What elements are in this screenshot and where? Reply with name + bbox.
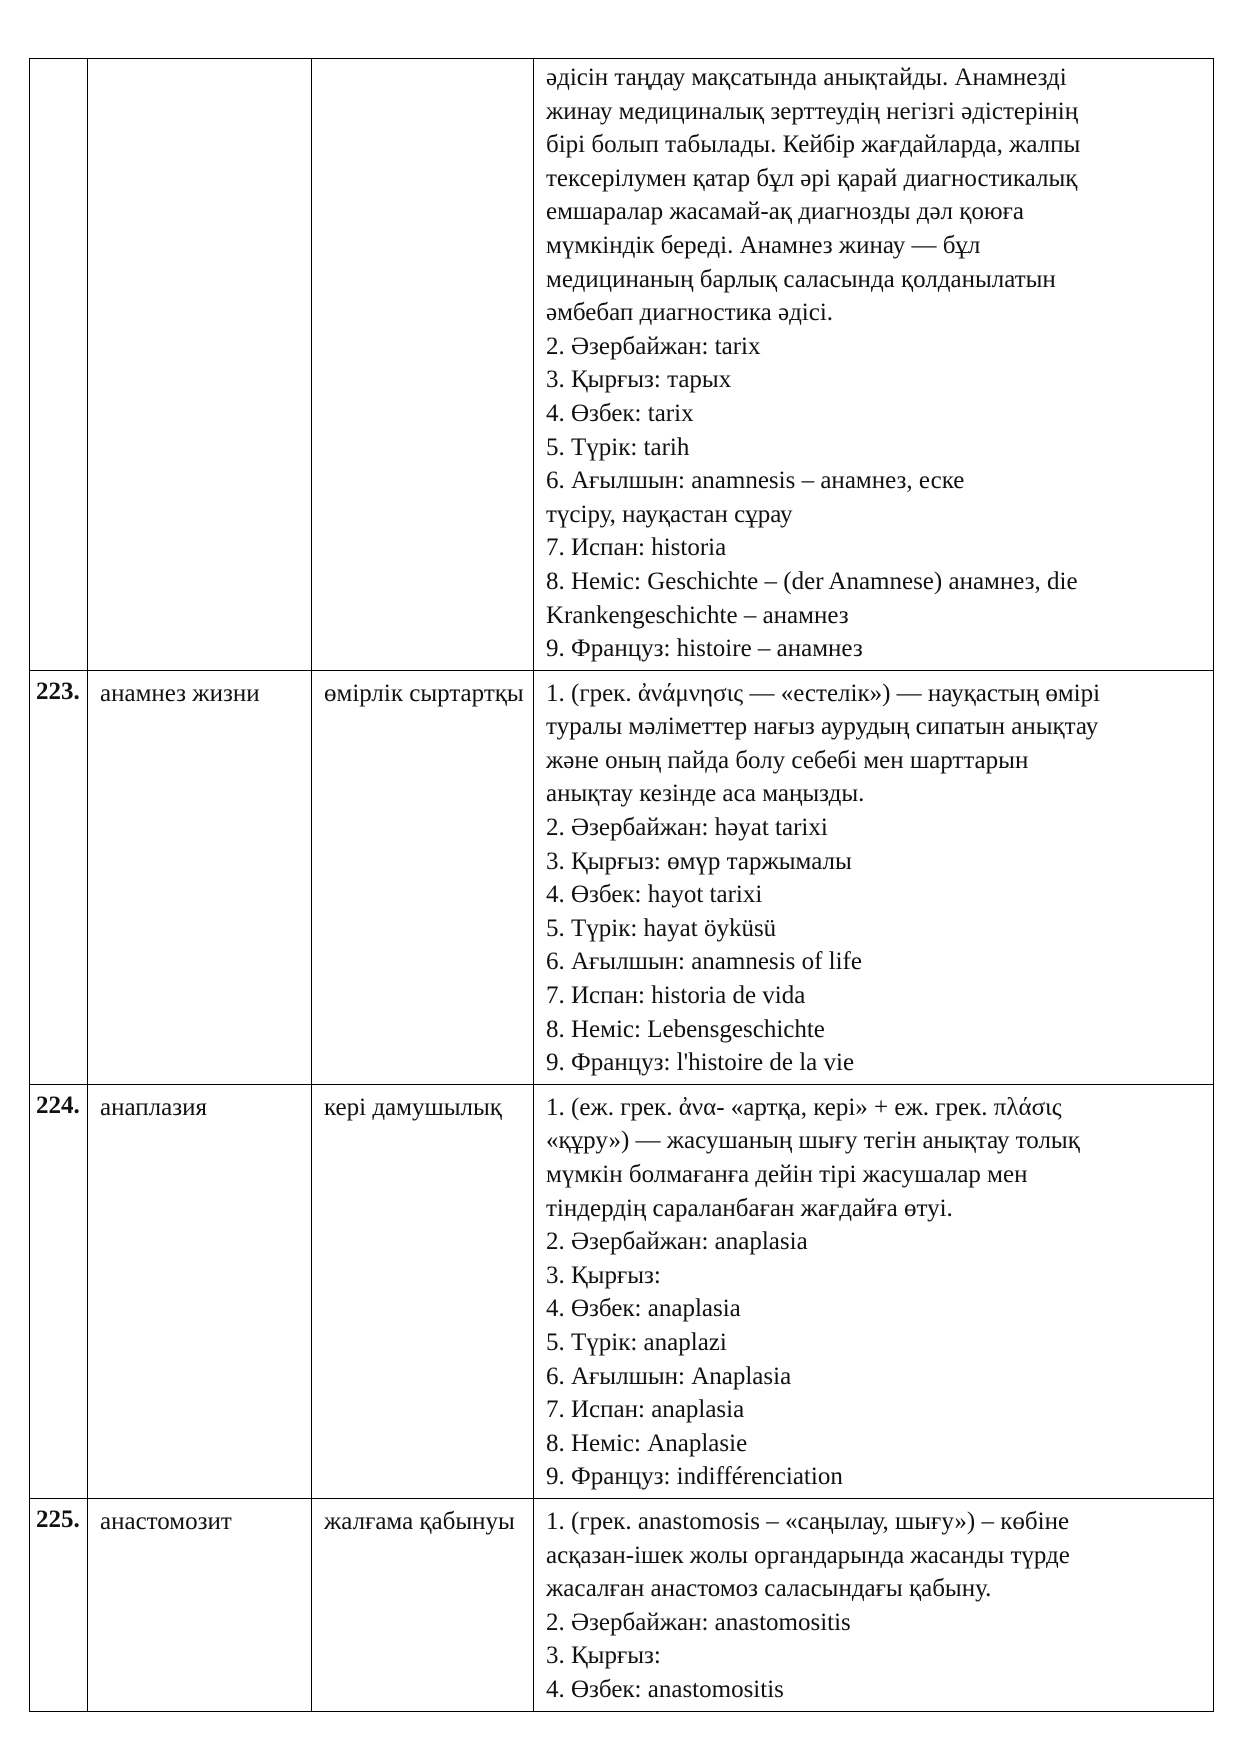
definition-line: мүмкіндік береді. Анамнез жинау — бұл xyxy=(546,231,981,259)
entry-number xyxy=(30,59,88,671)
definition-line: жинау медициналық зерттеудің негізгі әдістерінің xyxy=(546,97,1079,125)
definition-line: Krankengeschichte – анамнез xyxy=(546,601,849,629)
entry-translation: кері дамушылық xyxy=(312,1084,534,1498)
entry-number: 223. xyxy=(30,670,88,1084)
terminology-table xyxy=(29,58,1214,1712)
definition-line: тексерілумен қатар бұл әрі қарай диагностикалық xyxy=(546,164,1078,192)
definition-line: 7. Испан: historia de vida xyxy=(546,982,806,1010)
definition-line: әмбебап диагностика әдісі. xyxy=(546,299,834,327)
table-body xyxy=(30,59,1214,1712)
definition-line: «құру») — жасушаның шығу тегін анықтау толық xyxy=(546,1127,1080,1155)
definition-line: анықтау кезінде аса маңызды. xyxy=(546,780,865,808)
definition-line: 2. Әзербайжан: tarix xyxy=(546,332,761,360)
definition-line: 7. Испан: historia xyxy=(546,534,727,562)
definition-line: 9. Француз: l'histoire de la vie xyxy=(546,1049,855,1077)
entry-definition xyxy=(534,670,1214,1084)
definition-line: 7. Испан: anaplasia xyxy=(546,1396,745,1424)
entry-term: анастомозит xyxy=(88,1498,312,1711)
definition-line: 6. Ағылшын: Anaplasia xyxy=(546,1362,792,1390)
definition-line: 9. Француз: histoire – анамнез xyxy=(546,635,863,663)
definition-line: 2. Әзербайжан: anaplasia xyxy=(546,1228,808,1256)
definition-line: 2. Әзербайжан: anastomositis xyxy=(546,1608,851,1636)
entry-number: 225. xyxy=(30,1498,88,1711)
entry-definition xyxy=(534,59,1214,671)
entry-term: анамнез жизни xyxy=(88,670,312,1084)
definition-line: 3. Қырғыз: xyxy=(546,1261,661,1289)
definition-line: 4. Өзбек: anaplasia xyxy=(546,1295,741,1323)
entry-definition xyxy=(534,1084,1214,1498)
definition-line: 6. Ағылшын: anamnesis – анамнез, еске xyxy=(546,467,965,495)
entry-definition xyxy=(534,1498,1214,1711)
entry-term xyxy=(88,59,312,671)
definition-line: 6. Ағылшын: anamnesis of life xyxy=(546,948,862,976)
entry-term: анаплазия xyxy=(88,1084,312,1498)
definition-line: 1. (грек. anastomosis – «саңылау, шығу») – көбіне xyxy=(546,1507,1070,1535)
definition-line: 2. Әзербайжан: həyat tarixi xyxy=(546,814,828,842)
definition-line: 4. Өзбек: tarix xyxy=(546,399,694,427)
entry-number: 224. xyxy=(30,1084,88,1498)
definition-line: тіндердің сараланбаған жағдайға өтуі. xyxy=(546,1194,953,1222)
table-row-continued xyxy=(30,59,1214,671)
definition-line: мүмкін болмағанға дейін тірі жасушалар мен xyxy=(546,1161,1028,1188)
definition-line: медицинаның барлық саласында қолданылатын xyxy=(546,265,1056,293)
definition-line: 4. Өзбек: hayot tarixi xyxy=(546,881,763,909)
entry-translation: өмірлік сыртартқы xyxy=(312,670,534,1084)
definition-line: 5. Түрік: tarih xyxy=(546,433,690,461)
definition-line: 5. Түрік: anaplazi xyxy=(546,1328,727,1356)
definition-line: жасалған анастомоз саласындағы қабыну. xyxy=(546,1575,992,1603)
definition-line: 1. (грек. ἀνάμνησις — «естелік») — науқастың өмірі xyxy=(546,679,1101,707)
definition-line: 3. Қырғыз: тарых xyxy=(546,366,732,394)
definition-line: емшаралар жасамай-ақ диагнозды дәл қоюға xyxy=(546,198,1024,226)
definition-line: туралы мәліметтер нағыз аурудың сипатын анықтау xyxy=(546,713,1099,741)
definition-line: және оның пайда болу себебі мен шарттарын xyxy=(546,746,1029,774)
definition-line: 3. Қырғыз: өмүр таржымалы xyxy=(546,847,852,875)
definition-line: 8. Неміс: Lebensgeschichte xyxy=(546,1015,825,1043)
table-row xyxy=(30,670,1214,1084)
definition-line: түсіру, науқастан сұрау xyxy=(546,500,793,528)
entry-translation xyxy=(312,59,534,671)
table-row xyxy=(30,1084,1214,1498)
definition-line: бірі болып табылады. Кейбір жағдайларда, жалпы xyxy=(546,131,1081,159)
definition-line: 4. Өзбек: anastomositis xyxy=(546,1675,784,1703)
definition-line: асқазан-ішек жолы органдарында жасанды түрде xyxy=(546,1541,1070,1569)
definition-line: 5. Түрік: hayat öyküsü xyxy=(546,914,777,942)
definition-line: 8. Неміс: Anaplasie xyxy=(546,1429,748,1457)
definition-line: 9. Француз: indifférenciation xyxy=(546,1463,843,1491)
definition-line: 3. Қырғыз: xyxy=(546,1642,661,1670)
definition-line: әдісін таңдау мақсатында анықтайды. Анамнезді xyxy=(546,64,1067,91)
entry-translation: жалғама қабынуы xyxy=(312,1498,534,1711)
definition-line: 8. Неміс: Geschichte – (der Anamnese) анамнез, die xyxy=(546,567,1078,595)
definition-line: 1. (еж. грек. ἀνα- «артқа, кері» + еж. грек. πλάσις xyxy=(546,1093,1062,1121)
table-row xyxy=(30,1498,1214,1711)
